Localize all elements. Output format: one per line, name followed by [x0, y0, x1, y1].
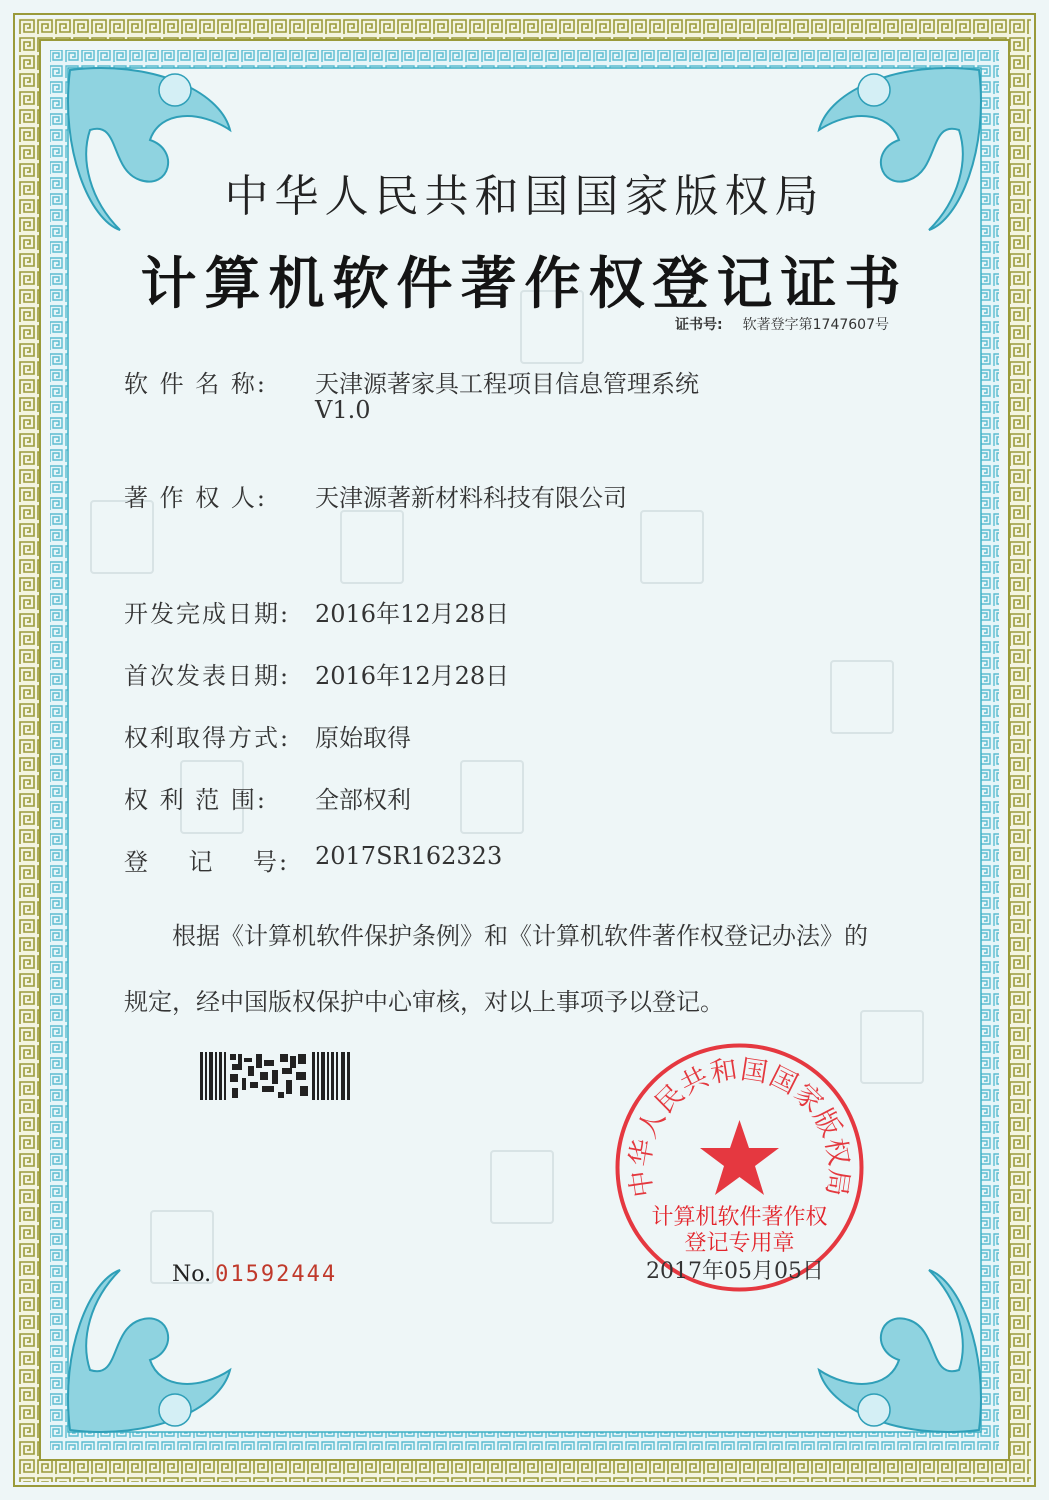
- rights-scope-value: 全部权利: [315, 786, 411, 814]
- serial-number: [172, 1262, 337, 1287]
- publish-date-value: 2016年12月28日: [315, 662, 510, 690]
- serial-label: No.: [172, 1262, 212, 1287]
- qr-barcode: [198, 1050, 353, 1102]
- copyright-owner-label: 著 作 权 人:: [124, 484, 267, 512]
- body-text-line1: 根据《计算机软件保护条例》和《计算机软件著作权登记办法》的: [172, 922, 868, 950]
- registration-number-value: 2017SR162323: [315, 842, 503, 870]
- publish-date-label: 首次发表日期:: [124, 662, 291, 690]
- software-name-label: 软 件 名 称:: [124, 370, 267, 398]
- copyright-owner-value: 天津源著新材料科技有限公司: [315, 484, 627, 512]
- watermark-mark: [830, 660, 894, 734]
- watermark-mark: [340, 510, 404, 584]
- seal-line1: 计算机软件著作权: [651, 1205, 828, 1230]
- watermark-mark: [490, 1150, 554, 1224]
- certificate-number-value: 软著登字第1747607号: [742, 317, 889, 333]
- registration-number-label: 登 记 号:: [124, 848, 290, 876]
- certificate-number-label: 证书号:: [675, 317, 723, 333]
- seal-ring-text: 中华人民共和国国家版权局: [624, 1054, 855, 1200]
- watermark-mark: [860, 1010, 924, 1084]
- watermark-mark: [460, 760, 524, 834]
- certificate-number: [675, 314, 889, 334]
- acquisition-method-label: 权利取得方式:: [124, 724, 291, 752]
- certificate-title: 计算机软件著作权登记证书: [140, 252, 909, 317]
- body-text-line2: 规定，经中国版权保护中心审核，对以上事项予以登记。: [124, 988, 724, 1016]
- serial-value: 01592444: [215, 1262, 338, 1287]
- completion-date-value: 2016年12月28日: [315, 600, 510, 628]
- software-name-value: 天津源著家具工程项目信息管理系统: [315, 370, 699, 398]
- rights-scope-label: 权 利 范 围:: [124, 786, 267, 814]
- issue-date: 2017年05月05日: [646, 1259, 824, 1284]
- completion-date-label: 开发完成日期:: [124, 600, 291, 628]
- acquisition-method-value: 原始取得: [315, 724, 411, 752]
- software-version-value: V1.0: [315, 396, 371, 424]
- star-icon: [700, 1120, 779, 1195]
- watermark-mark: [640, 510, 704, 584]
- agency-title: 中华人民共和国国家版权局: [224, 171, 825, 222]
- seal-line2: 登记专用章: [684, 1231, 795, 1256]
